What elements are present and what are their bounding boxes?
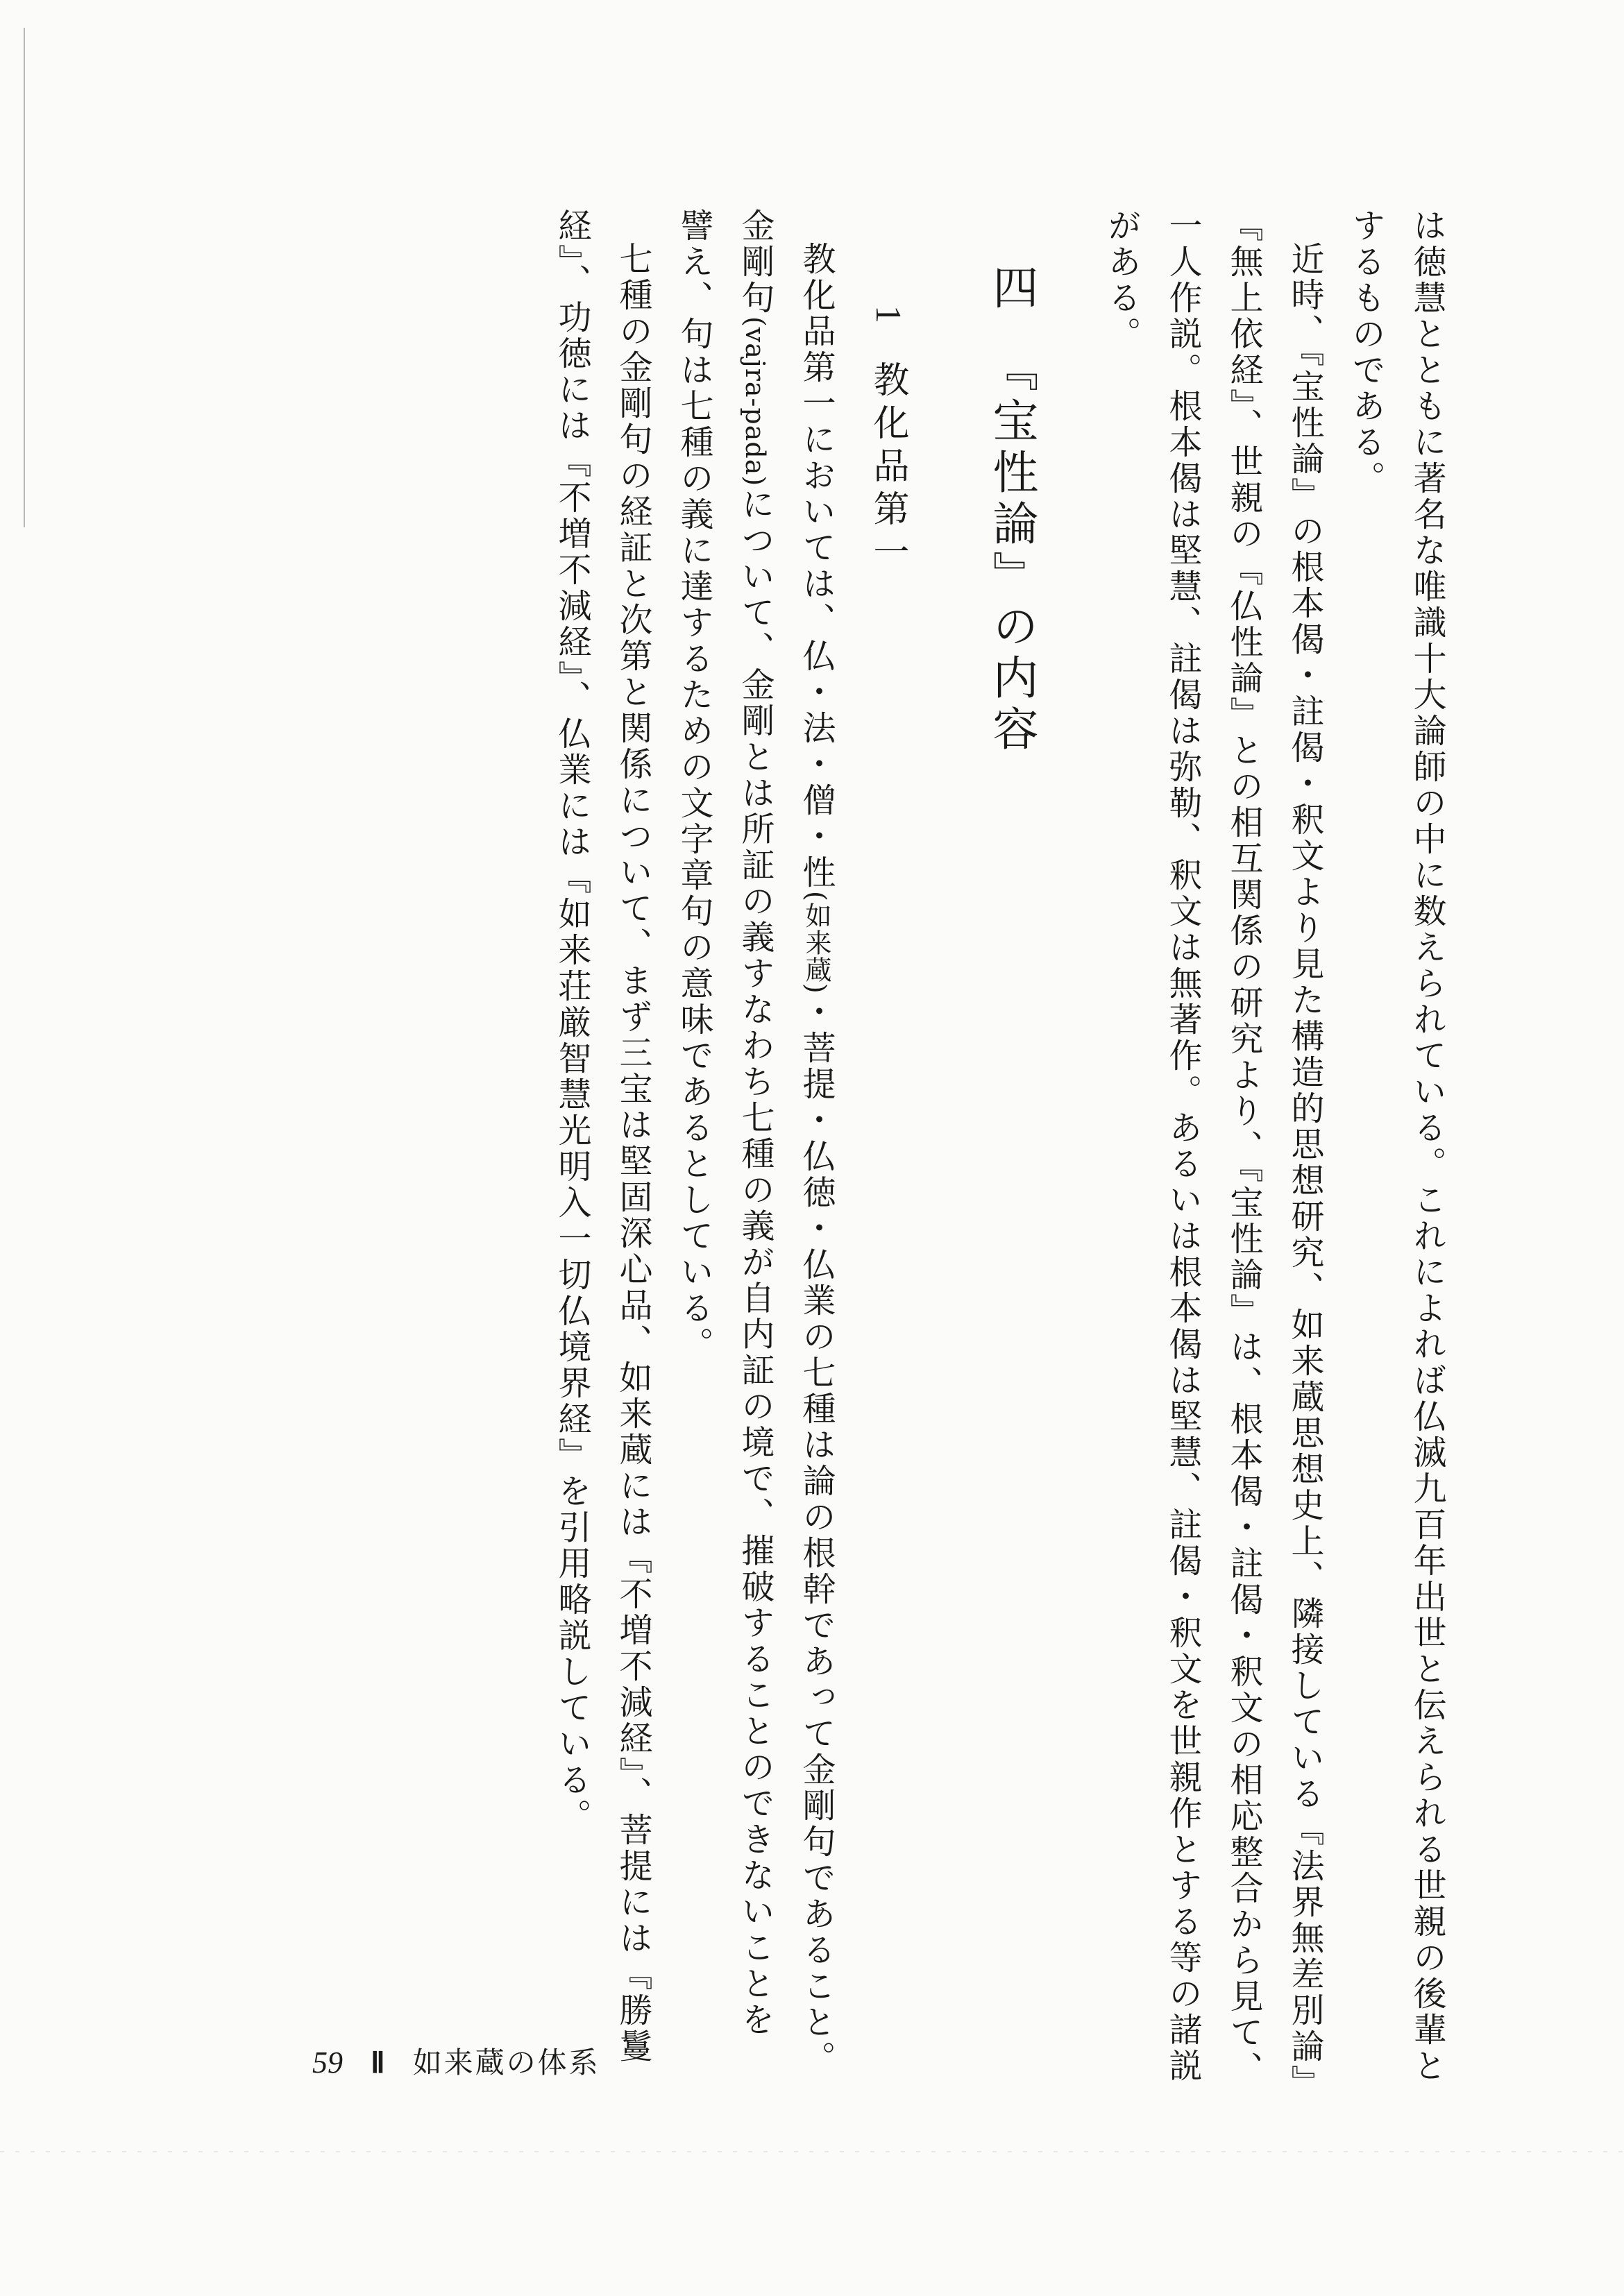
scan-margin-line [24,28,25,527]
text-line-2: するものである。 [1346,208,1385,497]
text-line-8-c: について、金剛とは所証の義すなわち七種の義が自内証の境で、摧破することのできないことを [736,486,775,2039]
section-heading [985,264,1038,756]
text-line-11: 経』、功徳には『不増不減経』、仏業には『如来荘厳智慧光明入一切仏境界経』を引用略説している。 [552,208,591,1835]
scan-noise-line [0,2151,1624,2152]
text-line-7-a: 教化品第一においては、仏・法・僧・性 [797,241,836,891]
subsection-title: 教化品第一 [867,361,908,576]
text-line-10: 七種の金剛句の経証と次第と関係について、まず三宝は堅固深心品、如来蔵には『不増不減経』、菩提には『勝鬘 [614,241,652,2065]
text-line-3: 近時、『宝性論』の根本偈・註偈・釈文より見た構造的思想研究、如来蔵思想史上、隣接している『法界無差別論』 [1285,241,1324,2101]
chapter-number: Ⅱ [371,2048,385,2080]
text-line-8-note: (vajra-pada) [740,316,770,487]
page-footer [312,2040,600,2082]
text-line-6: がある。 [1102,208,1141,352]
chapter-title: 如来蔵の体系 [412,2046,600,2080]
subsection-heading [867,305,908,576]
text-line-1: は徳慧とともに著名な唯識十大論師の中に数えられている。これによれば仏滅九百年出世と伝えられる世親の後輩と [1407,208,1446,2084]
page-number: 59 [312,2046,343,2080]
subsection-number: 1 [868,305,908,330]
text-line-8-a: 金剛句 [736,208,775,316]
section-title: 『宝性論』の内容 [985,346,1038,756]
text-line-7-c: ・菩提・仏徳・仏業の七種は論の根幹であって金剛句であること。 [797,994,836,2077]
text-line-9: 譬え、句は七種の義に達するための文字章句の意味であるとしている。 [675,208,713,1363]
text-line-7 [797,241,836,2077]
text-line-7-note: (如来蔵) [801,891,831,994]
text-line-8 [736,208,775,2039]
text-line-4: 『無上依経』、世親の『仏性論』との相互関係の研究より、『宝性論』は、根本偈・註偈・釈文の相応整合から見て、 [1224,208,1263,2087]
section-number: 四 [985,264,1038,315]
text-line-5: 一人作説。根本偈は堅慧、註偈は弥勒、釈文は無著作。あるいは根本偈は堅慧、註偈・釈文を世親作とする等の諸説 [1163,208,1202,2084]
